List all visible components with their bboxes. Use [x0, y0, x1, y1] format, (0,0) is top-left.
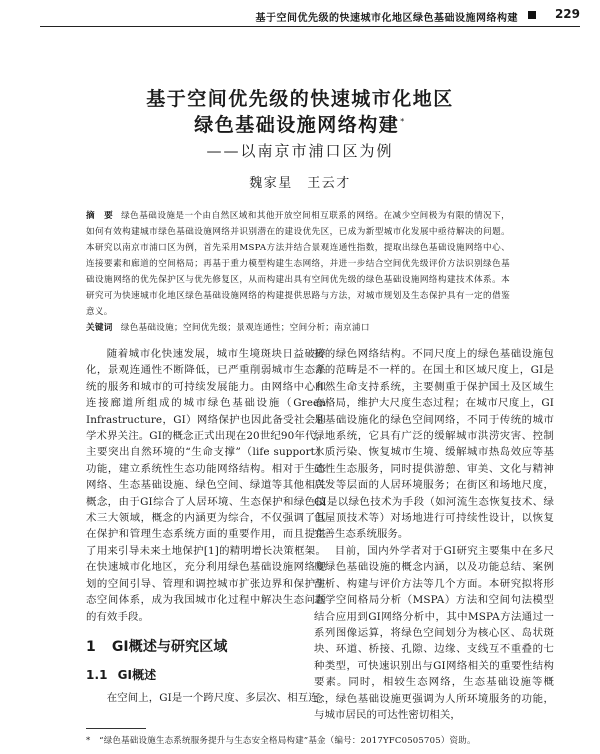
abstract-text: 绿色基础设施是一个由自然区域和其他开放空间相互联系的网络。在减少空间极为有限的情况下，如何有效构建城市绿色基础设施网络并识别潜在的建设优先区，已成为新型城市化发展中亟待解决的问题。本研究以南京市浦口区为例，首先采用MSPA方法并结合景观连通性指数，提取出绿色基础设施网络中心、连接要素和廊道的空间格局；再基于重力模型构建生态网络，并进一步结合空间优先级评价方法识别绿色基础设施网络的优先保护区与优先修复区，从而构建出具有空间优先级的绿色基础设施网络构建技术体系。本研究可为快速城市化地区绿色基础设施网络的构建提供思路与方法，对城市规划及生态保护具有一定的借鉴意义。	[86, 211, 510, 317]
body-paragraph: 目前，国内外学者对于GI研究主要集中在多尺度绿色基础设施的概念内涵，以及功能总结、案例剖析、构建与评价方法等几个方面。本研究拟将形态学空间格局分析（MSPA）方法和空间句法模型结合应用到GI网络分析中，其中MSPA方法通过一系列图像运算，将绿色空间划分为核心区、岛状斑块、环道、桥接、孔隙、边缘、支线互不重叠的七种类型，可快速识别出与GI网络相关的重要性结构要素。同时，相较生态网络，生态基础设施等概念，绿色基础设施更强调为人所环境服务的功能，与城市居民的可达性密切相关，	[314, 544, 554, 721]
article-title-line-2-text: 绿色基础设施网络构建	[194, 114, 400, 136]
title-footnote-mark: *	[400, 116, 406, 126]
body-paragraph: 接的绿色网络结构。不同尺度上的绿色基础设施包含的范畴是不一样的。在国土和区域尺度上，GI是自然生命支持系统，主要侧重于保护国土及区域生态格局，维护大尺度生态过程；在城市尺度上，GI是基础设施化的绿色空间网络，不同于传统的城市绿地系统，它具有广泛的缓解城市洪涝灾害、控制水质污染、恢复城市生境、缓解城市热岛效应等基础性生态服务，同时提供游憩、审美、文化与精神启发等层面的人居环境服务；在街区和场地尺度，GI是以绿色技术为手段（如河流生态恢复技术、绿色屋顶技术等）对场地进行可持续性设计，以恢复完善生态系统服务。	[314, 348, 554, 541]
header-square-mark	[528, 11, 536, 19]
running-header	[40, 4, 580, 27]
footnote-rule	[86, 728, 146, 729]
abstract-paragraph	[86, 208, 510, 320]
footnote-mark: *	[86, 736, 91, 746]
article-subtitle: ——以南京市浦口区为例	[206, 142, 394, 160]
page-number: 229	[554, 7, 580, 21]
section-title: GI概述与研究区域	[111, 638, 228, 655]
footnote-text: “绿色基础设施生态系统服务提升与生态安全格局构建”基金（编号：2017YFC0505705）资助。	[99, 736, 476, 746]
subsection-title: GI概述	[117, 668, 157, 683]
body-column-right	[314, 346, 554, 723]
article-title-line-1: 基于空间优先级的快速城市化地区	[146, 88, 454, 110]
body-column-left	[86, 346, 326, 706]
keywords-text: 绿色基础设施；空间优先级；景观连通性；空间分析；南京浦口	[120, 323, 370, 333]
article-authors: 魏家星 王云才	[249, 176, 351, 191]
section-number: 1	[86, 638, 96, 655]
abstract-label: 摘 要	[86, 211, 114, 221]
subsection-number: 1.1	[86, 668, 108, 683]
subsection-heading-1-1	[86, 667, 326, 683]
footnote	[86, 734, 476, 746]
running-title: 基于空间优先级的快速城市化地区绿色基础设施网络构建	[255, 13, 518, 24]
article-title-line-2	[0, 110, 600, 137]
keywords-line	[86, 320, 510, 336]
section-heading-1	[86, 639, 326, 655]
body-paragraph: 随着城市化快速发展，城市生境斑块日益破碎化，景观连通性不断降低，已严重削弱城市生态系统的服务和城市的可持续发展能力。由网络中心和连接廊道所组成的城市绿色基础设施（Green Infrastructure，GI）网络保护也因此备受社会和学术界关注。GI的概念正式出现在20世纪90年代，主要突出自然环境的“生命支撑”（life support）功能，建立系统性生态功能网络结构。相对于生态网络、生态基础设施、绿色空间、绿道等其他相关概念，由于GI综合了人居环境、生态保护和绿色技术三大领域，概念的内涵更为综合，不仅强调了其在保护和管理生态系统方面的重要作用，而且提供了用来引导未来土地保护[1]的精明增长决策框架。在快速城市化地区，充分利用绿色基础设施网络规划的空间引导、管理和调控城市扩张边界和保护生态空间体系，成为我国城市化过程中解决生态问题的有效手段。	[86, 348, 326, 623]
body-paragraph: 在空间上，GI是一个跨尺度、多层次、相互连	[106, 691, 319, 704]
keywords-label: 关键词	[86, 323, 113, 333]
abstract-block	[86, 208, 510, 336]
